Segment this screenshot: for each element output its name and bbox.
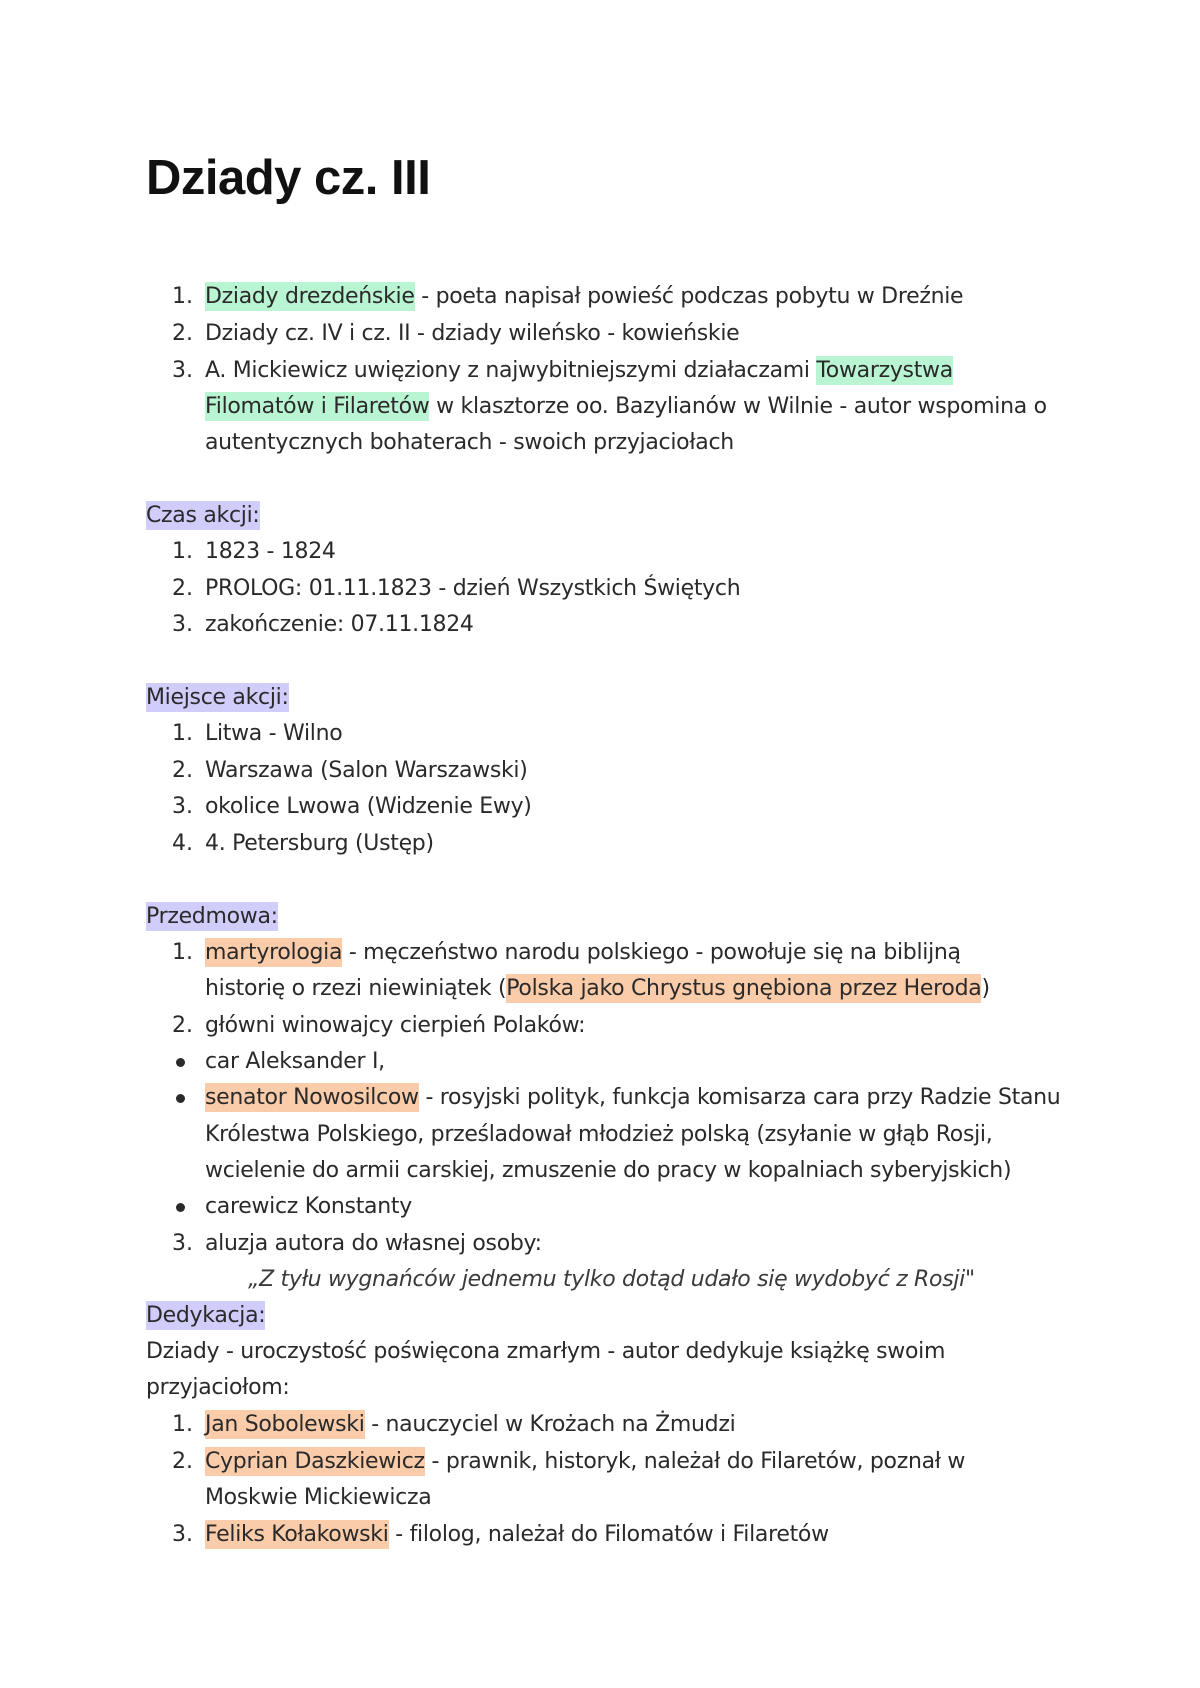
bullet-item (205, 1080, 1060, 1116)
list-item (205, 1444, 965, 1480)
list-item: okolice Lwowa (Widzenie Ewy) (205, 794, 532, 819)
list-number: 2. (172, 1013, 193, 1038)
section-heading: Czas akcji: (146, 503, 260, 528)
list-item: 1823 - 1824 (205, 539, 336, 564)
item-text: - poeta napisał powieść podczas pobytu w Dreźnie (414, 284, 964, 309)
list-number: 1. (172, 940, 193, 965)
item-text: A. Mickiewicz uwięziony z najwybitniejszymi działaczami (205, 358, 817, 383)
highlight-green: Filomatów i Filaretów (205, 394, 430, 419)
item-text: - prawnik, historyk, należał do Filaretów, poznał w (424, 1449, 966, 1474)
page-title: Dziady cz. III (146, 151, 431, 205)
list-number: 2. (172, 576, 193, 601)
highlight-orange: Polska jako Chrystus gnębiona przez Heroda (506, 976, 982, 1001)
item-text: - rosyjski polityk, funkcja komisarza cara przy Radzie Stanu (418, 1085, 1061, 1110)
list-number: 2. (172, 1449, 193, 1474)
quote: „Z tyłu wygnańców jednemu tylko dotąd udało się wydobyć z Rosji" (248, 1267, 975, 1292)
list-number: 2. (172, 321, 193, 346)
list-item-continuation: autentycznych bohaterach - swoich przyjaciołach (205, 430, 734, 455)
list-number: 3. (172, 794, 193, 819)
item-text: historię o rzezi niewiniątek ( (205, 976, 507, 1001)
bullet-icon (176, 1094, 185, 1103)
item-text: w klasztorze oo. Bazylianów w Wilnie - autor wspomina o (429, 394, 1047, 419)
list-number: 3. (172, 1522, 193, 1547)
list-number: 3. (172, 612, 193, 637)
list-item-continuation: Moskwie Mickiewicza (205, 1485, 432, 1510)
list-item-continuation (205, 971, 990, 1007)
list-item-continuation (205, 389, 1047, 425)
highlight-green: Towarzystwa (816, 358, 953, 383)
list-item: PROLOG: 01.11.1823 - dzień Wszystkich Świętych (205, 576, 741, 601)
bullet-icon (176, 1058, 185, 1067)
list-item (205, 1407, 735, 1443)
bullet-item: carewicz Konstanty (205, 1194, 412, 1219)
highlight-green: Dziady drezdeńskie (205, 284, 415, 309)
list-item: zakończenie: 07.11.1824 (205, 612, 474, 637)
section-heading: Przedmowa: (146, 904, 278, 929)
highlight-orange: Cyprian Daszkiewicz (205, 1449, 425, 1474)
list-item (205, 279, 963, 315)
list-item: Dziady cz. IV i cz. II - dziady wileńsko - kowieńskie (205, 321, 740, 346)
list-item: Warszawa (Salon Warszawski) (205, 758, 528, 783)
list-number: 2. (172, 758, 193, 783)
bullet-item-continuation: wcielenie do armii carskiej, zmuszenie do pracy w kopalniach syberyjskich) (205, 1158, 1012, 1183)
highlight-orange: Jan Sobolewski (205, 1412, 365, 1437)
paragraph: przyjaciołom: (146, 1375, 290, 1400)
highlight-orange: martyrologia (205, 940, 343, 965)
paragraph: Dziady - uroczystość poświęcona zmarłym - autor dedykuje książkę swoim (146, 1339, 946, 1364)
list-number: 4. (172, 831, 193, 856)
highlight-orange: Feliks Kołakowski (205, 1522, 389, 1547)
item-text: - nauczyciel w Krożach na Żmudzi (364, 1412, 736, 1437)
list-number: 1. (172, 284, 193, 309)
list-item (205, 1517, 829, 1553)
bullet-item-continuation: Królestwa Polskiego, prześladował młodzież polską (zsyłanie w głąb Rosji, (205, 1122, 993, 1147)
bullet-icon (176, 1203, 185, 1212)
section-heading: Miejsce akcji: (146, 685, 289, 710)
list-item: aluzja autora do własnej osoby: (205, 1231, 542, 1256)
list-number: 3. (172, 358, 193, 383)
list-item: główni winowajcy cierpień Polaków: (205, 1013, 586, 1038)
list-item (205, 935, 961, 971)
list-item: Litwa - Wilno (205, 721, 343, 746)
list-item (205, 353, 953, 389)
item-text: - filolog, należał do Filomatów i Filaretów (388, 1522, 829, 1547)
highlight-orange: senator Nowosilcow (205, 1085, 419, 1110)
item-text: - męczeństwo narodu polskiego - powołuje się na biblijną (342, 940, 961, 965)
list-number: 3. (172, 1231, 193, 1256)
item-text: ) (981, 976, 990, 1001)
bullet-item: car Aleksander I, (205, 1049, 385, 1074)
list-number: 1. (172, 721, 193, 746)
list-number: 1. (172, 539, 193, 564)
list-item: 4. Petersburg (Ustęp) (205, 831, 434, 856)
section-heading: Dedykacja: (146, 1303, 266, 1328)
list-number: 1. (172, 1412, 193, 1437)
